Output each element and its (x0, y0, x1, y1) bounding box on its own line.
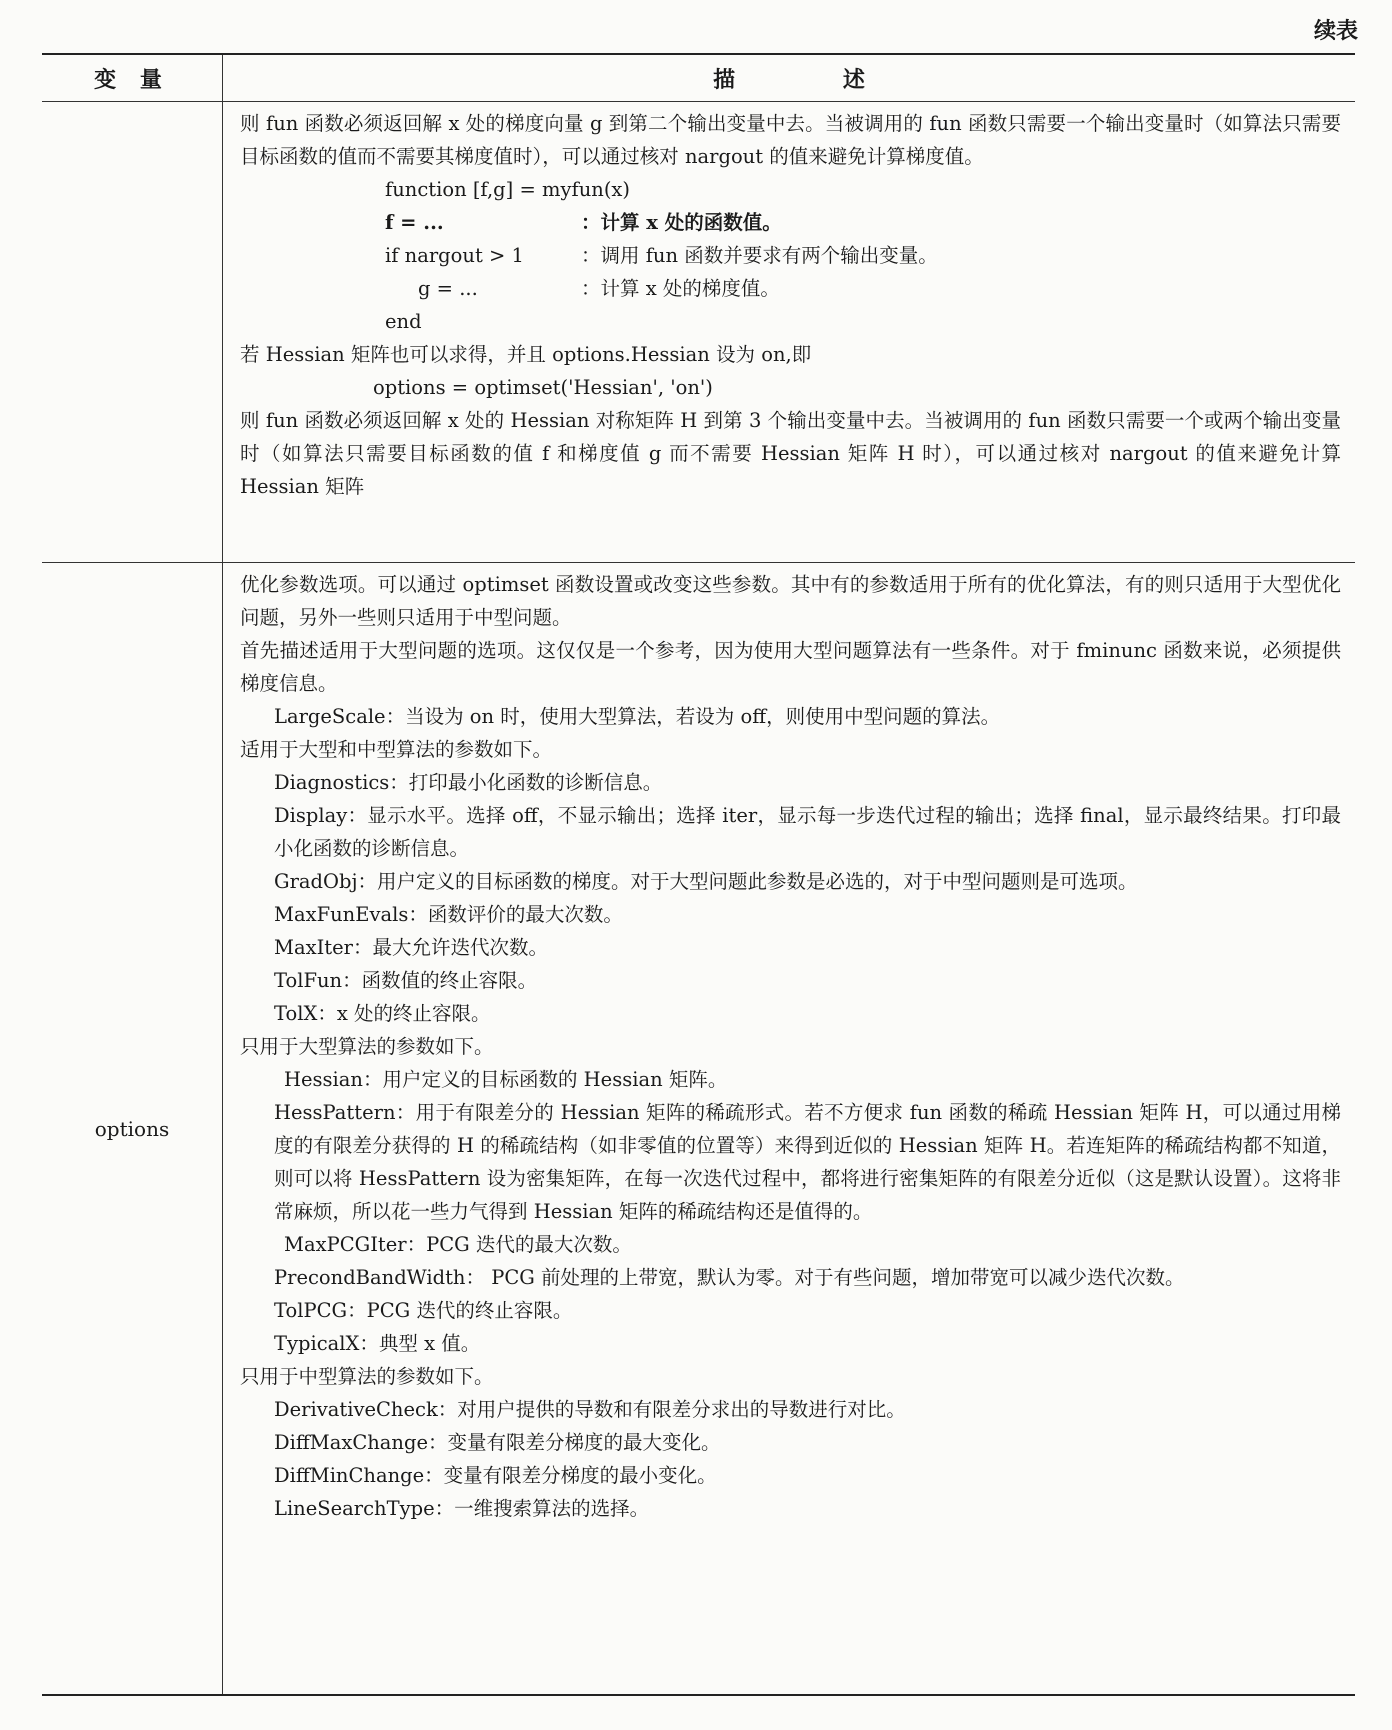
continued-table-label: 续表 (1313, 19, 1358, 44)
option-item: PrecondBandWidth： PCG 前处理的上带宽，默认为零。对于有些问题，增加带宽可以减少迭代次数。 (274, 1266, 1185, 1289)
option-item: Display：显示水平。选择 off，不显示输出；选择 iter，显示每一步迭代过程的输出；选择 final，显示最终结果。打印最小化函数的诊断信息。 (274, 804, 1341, 860)
code-text: if nargout > 1 (385, 244, 524, 267)
code-line (240, 206, 1341, 239)
option-item: DiffMaxChange：变量有限差分梯度的最大变化。 (274, 1431, 721, 1454)
section-intro: 只用于中型算法的参数如下。 (240, 1365, 494, 1388)
paragraph: 首先描述适用于大型问题的选项。这仅仅是一个参考，因为使用大型问题算法有一些条件。对于 fminunc 函数来说，必须提供梯度信息。 (240, 639, 1341, 695)
code-line (240, 272, 1341, 305)
section-intro: 只用于大型算法的参数如下。 (240, 1035, 494, 1058)
description-cell (223, 102, 1355, 562)
paragraph: 若 Hessian 矩阵也可以求得，并且 options.Hessian 设为 on,即 (240, 343, 812, 366)
code-line (240, 305, 1341, 338)
option-item: MaxPCGIter：PCG 迭代的最大次数。 (284, 1233, 632, 1256)
code-comment: ：计算 x 处的梯度值。 (581, 277, 780, 300)
parameter-table (42, 53, 1355, 1696)
code-example: options = optimset('Hessian', 'on') (373, 376, 713, 399)
variable-cell-empty (42, 102, 223, 562)
code-comment: ：调用 fun 函数并要求有两个输出变量。 (581, 244, 938, 267)
option-item: TypicalX：典型 x 值。 (274, 1332, 481, 1355)
option-item: Hessian：用户定义的目标函数的 Hessian 矩阵。 (284, 1068, 728, 1091)
option-item: HessPattern：用于有限差分的 Hessian 矩阵的稀疏形式。若不方便求 fun 函数的稀疏 Hessian 矩阵 H，可以通过用梯度的有限差分获得的 H 的稀疏结构（如非零值的位置等）来得到近似的 Hessian 矩阵 H。若连矩阵的稀疏结构都不知道，则可以将 HessPattern 设为密集矩阵，在每一次迭代过程中，都将进行密集矩阵的有限差分近似（这是默认设置）。这将非常麻烦，所以花一些力气得到 Hessian 矩阵的稀疏结构还是值得的。 (274, 1101, 1341, 1223)
option-item: MaxFunEvals：函数评价的最大次数。 (274, 903, 623, 926)
option-item: LineSearchType：一维搜索算法的选择。 (274, 1497, 650, 1520)
option-item: DerivativeCheck：对用户提供的导数和有限差分求出的导数进行对比。 (274, 1398, 906, 1421)
option-item: TolFun：函数值的终止容限。 (274, 969, 538, 992)
option-item: MaxIter：最大允许迭代次数。 (274, 936, 548, 959)
code-line (240, 239, 1341, 272)
table-row (42, 562, 1355, 1694)
section-intro: 适用于大型和中型算法的参数如下。 (240, 738, 553, 761)
code-line (240, 173, 1341, 206)
table-header (42, 55, 1355, 102)
option-item: DiffMinChange：变量有限差分梯度的最小变化。 (274, 1464, 717, 1487)
variable-cell (42, 563, 223, 1694)
code-text: f = ... (385, 211, 444, 234)
option-item: Diagnostics：打印最小化函数的诊断信息。 (274, 771, 663, 794)
description-cell (223, 563, 1355, 1694)
table-row (42, 102, 1355, 562)
code-comment: ：计算 x 处的函数值。 (581, 211, 782, 234)
paragraph: 优化参数选项。可以通过 optimset 函数设置或改变这些参数。其中有的参数适用于所有的优化算法，有的则只适用于大型优化问题，另外一些则只适用于中型问题。 (240, 573, 1341, 629)
header-description: 描 述 (713, 67, 865, 93)
option-item: TolPCG：PCG 迭代的终止容限。 (274, 1299, 573, 1322)
code-text: function [f,g] = myfun(x) (385, 178, 631, 201)
option-item: LargeScale：当设为 on 时，使用大型算法，若设为 off，则使用中型问题的算法。 (274, 705, 1001, 728)
code-text: g = ... (418, 277, 478, 300)
paragraph: 则 fun 函数必须返回解 x 处的 Hessian 对称矩阵 H 到第 3 个输出变量中去。当被调用的 fun 函数只需要一个或两个输出变量时（如算法只需要目标函数的值 f 和梯度值 g 而不需要 Hessian 矩阵 H 时），可以通过核对 nargout 的值来避免计算 Hessian 矩阵 (240, 409, 1341, 498)
variable-name: options (94, 1116, 170, 1141)
paragraph: 则 fun 函数必须返回解 x 处的梯度向量 g 到第二个输出变量中去。当被调用的 fun 函数只需要一个输出变量时（如算法只需要目标函数的值而不需要其梯度值时），可以通过核对 nargout 的值来避免计算梯度值。 (240, 112, 1341, 168)
header-variable: 变 量 (42, 55, 223, 101)
option-item: GradObj：用户定义的目标函数的梯度。对于大型问题此参数是必选的，对于中型问题则是可选项。 (274, 870, 1138, 893)
option-item: TolX：x 处的终止容限。 (274, 1002, 491, 1025)
code-text: end (385, 310, 422, 333)
